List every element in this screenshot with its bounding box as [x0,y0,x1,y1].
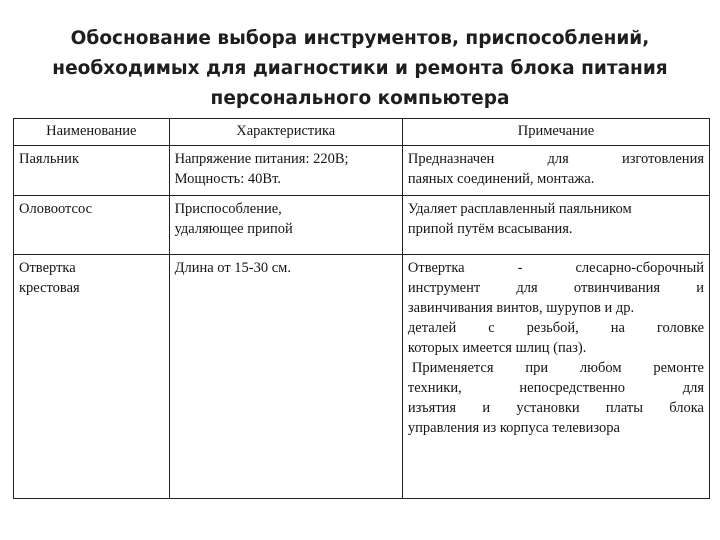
cell-characteristic [169,255,402,499]
cell-text: которых имеется шлиц (паз). [407,340,587,356]
table-row [14,146,710,196]
cell-characteristic [169,196,402,255]
cell-text: Оловоотсос [19,201,93,217]
cell-text: Предназначен для изготовления [407,151,704,167]
table-row [14,196,710,255]
cell-text: Удаляет расплавленный паяльником [407,201,632,217]
cell-name [14,255,170,499]
header-name: Наименование [14,119,170,146]
cell-text: инструмент для отвинчивания и [407,280,704,296]
table-header-row [14,119,710,146]
cell-text: завинчивания винтов, шурупов и др. [407,300,635,316]
cell-text: крестовая [19,280,80,296]
table-row [14,255,710,499]
cell-note [402,146,709,196]
cell-text: Длина от 15-30 см. [174,260,291,276]
cell-text: удаляющее припой [174,221,293,237]
header-characteristic: Характеристика [169,119,402,146]
cell-text: управления из корпуса телевизора [407,420,620,436]
cell-note [402,255,709,499]
cell-text: Отвертка - слесарно-сборочный [407,260,704,276]
cell-text: деталей с резьбой, на головке [407,320,704,336]
cell-text: паяных соединений, монтажа. [407,171,595,187]
title-line-1: Обоснование выбора инструментов, приспособлений, [70,28,650,49]
cell-text: Паяльник [19,151,79,167]
cell-name [14,196,170,255]
title-line-3: персонального компьютера [210,88,510,109]
title-line-2: необходимых для диагностики и ремонта блока питания [52,58,668,79]
tools-table [13,118,710,499]
cell-characteristic [169,146,402,196]
cell-text: Приспособление, [174,201,282,217]
cell-text: Отвертка [19,260,76,276]
cell-text: припой путём всасывания. [407,221,573,237]
cell-name [14,146,170,196]
cell-text: Мощность: 40Вт. [174,171,281,187]
page-title [0,24,720,114]
header-note: Примечание [402,119,709,146]
cell-text: техники, непосредственно для [407,380,704,396]
cell-text: изъятия и установки платы блока [407,400,704,416]
cell-text: Напряжение питания: 220В; [174,151,349,167]
cell-text: Применяется при любом ремонте [411,360,704,376]
cell-note [402,196,709,255]
